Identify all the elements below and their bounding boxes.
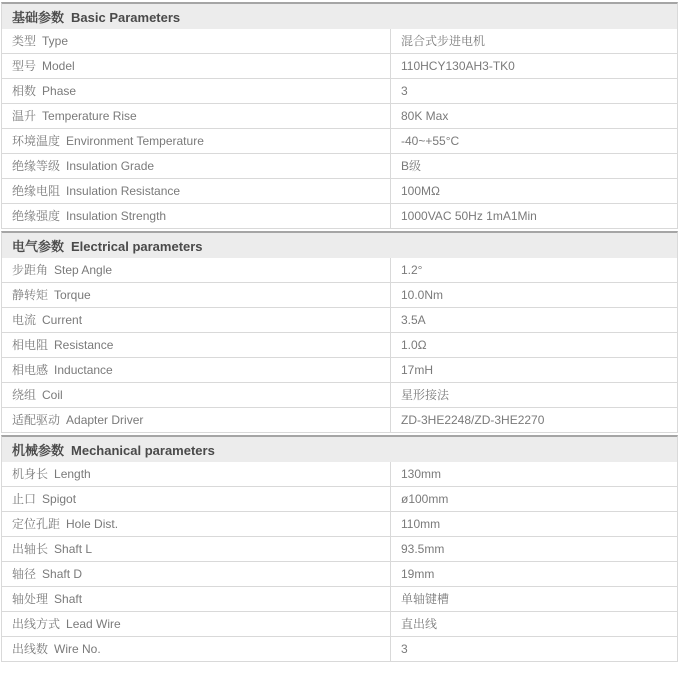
table-row [1,283,678,308]
row-label-zh: 步距角 [12,263,49,277]
row-label-en: Shaft [54,592,83,606]
row-label-zh: 温升 [12,109,37,123]
row-label-cell [2,462,391,486]
row-label-zh: 适配驱动 [12,413,61,427]
table-row [1,358,678,383]
row-value-cell: 3.5A [401,313,426,327]
row-label-cell [2,637,391,661]
row-label-zh: 绝缘强度 [12,209,61,223]
row-label-en: Lead Wire [66,617,121,631]
row-value-cell: 110HCY130AH3-TK0 [401,59,515,73]
table-row [1,308,678,333]
row-label-zh: 机身长 [12,467,49,481]
row-label-zh: 出轴长 [12,542,49,556]
row-label-zh: 出线方式 [12,617,61,631]
row-value-cell: 100MΩ [401,184,440,198]
spec-section [1,435,678,662]
row-value-cell: 1.0Ω [401,338,427,352]
table-row [1,179,678,204]
row-label-zh: 型号 [12,59,37,73]
table-row [1,537,678,562]
row-label-zh: 止口 [12,492,37,506]
spec-section [1,231,678,433]
table-row [1,383,678,408]
row-label-zh: 轴处理 [12,592,49,606]
row-value-cell: 3 [401,84,408,98]
row-label-cell [2,512,391,536]
row-value-cell: 80K Max [401,109,449,123]
row-label-zh: 出线数 [12,642,49,656]
row-label-zh: 绝缘电阻 [12,184,61,198]
section-header [1,2,678,29]
table-row [1,487,678,512]
section-header [1,435,678,462]
table-row [1,637,678,662]
row-label-cell [2,104,391,128]
section-title-zh: 基础参数 [12,10,65,25]
row-label-cell [2,258,391,282]
row-label-en: Environment Temperature [66,134,204,148]
table-row [1,29,678,54]
row-value-cell: ø100mm [401,492,449,506]
row-label-cell [2,308,391,332]
row-label-en: Insulation Grade [66,159,155,173]
row-label-cell [2,29,391,53]
row-label-zh: 电流 [12,313,37,327]
row-label-cell [2,154,391,178]
table-row [1,333,678,358]
row-label-cell [2,383,391,407]
table-row [1,154,678,179]
table-row [1,129,678,154]
row-label-zh: 类型 [12,34,37,48]
row-value-cell: 混合式步进电机 [401,34,486,48]
row-label-en: Resistance [54,338,114,352]
table-row [1,562,678,587]
row-label-en: Coil [42,388,63,402]
row-label-zh: 相电阻 [12,338,49,352]
row-label-cell [2,408,391,432]
row-label-zh: 轴径 [12,567,37,581]
row-label-zh: 绕组 [12,388,37,402]
row-label-zh: 绝缘等级 [12,159,61,173]
row-label-en: Inductance [54,363,113,377]
row-label-cell [2,537,391,561]
row-label-en: Shaft L [54,542,93,556]
row-label-en: Model [42,59,75,73]
row-value-cell: 直出线 [401,617,438,631]
row-label-cell [2,54,391,78]
row-value-cell: 110mm [401,517,441,531]
row-label-zh: 相电感 [12,363,49,377]
row-label-cell [2,129,391,153]
table-row [1,408,678,433]
table-row [1,104,678,129]
section-header [1,231,678,258]
row-label-cell [2,79,391,103]
row-label-cell [2,487,391,511]
section-title-zh: 机械参数 [12,443,65,458]
row-value-cell: 1.2° [401,263,423,277]
table-row [1,54,678,79]
row-label-en: Type [42,34,69,48]
row-label-zh: 静转矩 [12,288,49,302]
row-label-cell [2,283,391,307]
row-value-cell: B级 [401,159,422,173]
row-label-cell [2,333,391,357]
row-label-zh: 环境温度 [12,134,61,148]
row-label-cell [2,204,391,228]
row-label-en: Hole Dist. [66,517,119,531]
table-row [1,612,678,637]
row-label-zh: 定位孔距 [12,517,61,531]
row-label-en: Wire No. [54,642,101,656]
section-title-en: Electrical parameters [71,239,203,254]
row-label-en: Insulation Resistance [66,184,181,198]
row-label-en: Spigot [42,492,77,506]
spec-table [1,2,678,662]
row-label-cell [2,587,391,611]
row-label-cell [2,358,391,382]
row-value-cell: ZD-3HE2248/ZD-3HE2270 [401,413,545,427]
row-value-cell: 17mH [401,363,434,377]
row-value-cell: 10.0Nm [401,288,444,302]
section-title-zh: 电气参数 [12,239,65,254]
row-label-cell [2,179,391,203]
table-row [1,512,678,537]
section-title-en: Mechanical parameters [71,443,215,458]
table-row [1,204,678,229]
row-value-cell: 1000VAC 50Hz 1mA1Min [401,209,537,223]
spec-section [1,2,678,229]
row-label-zh: 相数 [12,84,37,98]
row-label-en: Step Angle [54,263,113,277]
row-label-en: Insulation Strength [66,209,167,223]
row-value-cell: -40~+55°C [401,134,460,148]
row-value-cell: 93.5mm [401,542,445,556]
row-label-en: Adapter Driver [66,413,144,427]
row-label-cell [2,612,391,636]
row-label-en: Current [42,313,83,327]
row-label-en: Temperature Rise [42,109,137,123]
row-label-en: Shaft D [42,567,83,581]
section-title-en: Basic Parameters [71,10,181,25]
row-value-cell: 19mm [401,567,435,581]
row-label-en: Torque [54,288,91,302]
table-row [1,258,678,283]
row-label-en: Length [54,467,91,481]
row-value-cell: 星形接法 [401,388,450,402]
row-value-cell: 单轴键槽 [401,592,450,606]
row-label-en: Phase [42,84,77,98]
row-label-cell [2,562,391,586]
row-value-cell: 130mm [401,467,442,481]
table-row [1,79,678,104]
table-row [1,462,678,487]
table-row [1,587,678,612]
row-value-cell: 3 [401,642,408,656]
